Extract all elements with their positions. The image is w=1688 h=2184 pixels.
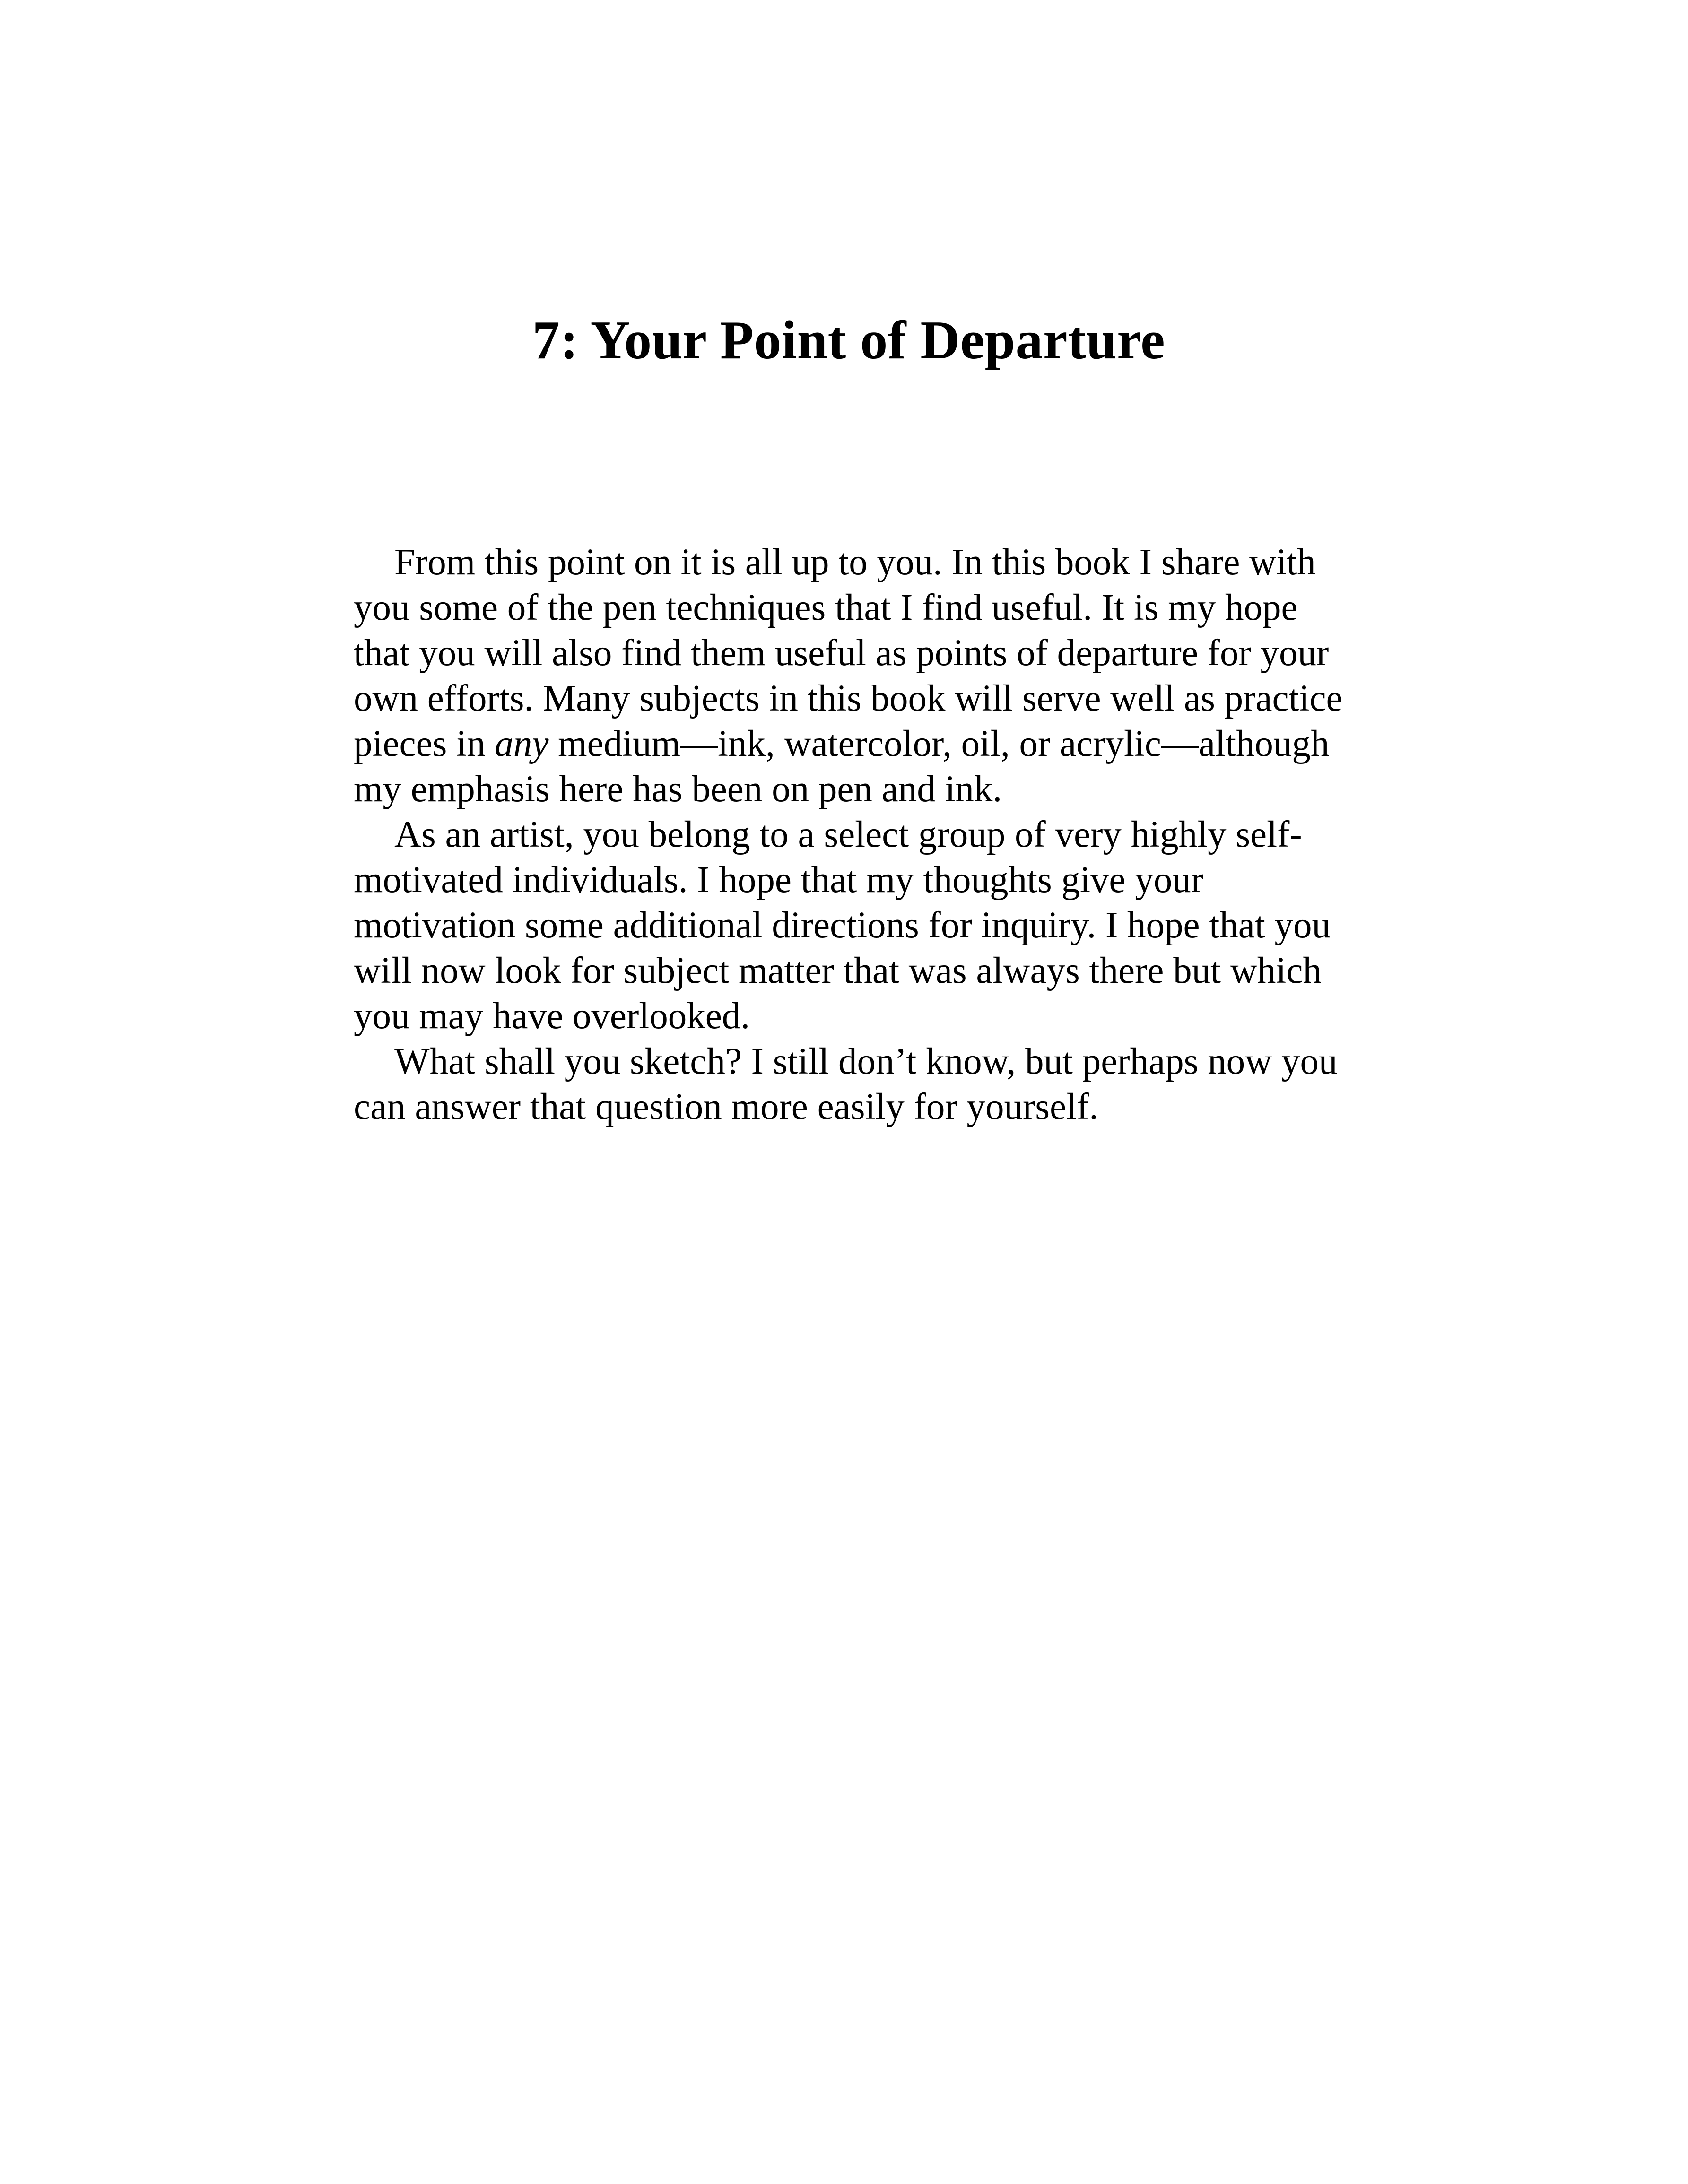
paragraph-2-line-2: motivated individuals. I hope that my thoughts give your — [354, 859, 1204, 901]
paragraph-1-line-1: From this point on it is all up to you. In this book I share with — [394, 542, 1316, 583]
paragraph-2-line-4: will now look for subject matter that was always there but which — [354, 950, 1322, 991]
body-text — [354, 540, 1413, 1130]
paragraph-1-line-5 — [354, 721, 1413, 767]
paragraph-1-line-2: you some of the pen techniques that I find useful. It is my hope — [354, 587, 1298, 628]
paragraph-3-line-2: can answer that question more easily for yourself. — [354, 1086, 1099, 1127]
paragraph-3-line-1: What shall you sketch? I still don’t know, but perhaps now you — [394, 1041, 1338, 1082]
paragraph-1-line-6: my emphasis here has been on pen and ink. — [354, 769, 1002, 810]
emphasis-any: any — [495, 723, 549, 764]
chapter-title — [0, 303, 1688, 378]
paragraph-1-line-3: that you will also find them useful as points of departure for your — [354, 633, 1329, 674]
chapter-title-text: 7: Your Point of Departure — [532, 310, 1166, 371]
paragraph-1-line-4: own efforts. Many subjects in this book will serve well as practice — [354, 678, 1343, 719]
paragraph-1-line-5-start: pieces in — [354, 723, 495, 764]
paragraph-2-line-5: you may have overlooked. — [354, 996, 750, 1037]
paragraph-2-line-1: As an artist, you belong to a select group of very highly self- — [394, 814, 1302, 855]
paragraph-2-line-3: motivation some additional directions for inquiry. I hope that you — [354, 905, 1331, 946]
paragraph-1-line-5-end: medium—ink, watercolor, oil, or acrylic—although — [548, 723, 1330, 764]
